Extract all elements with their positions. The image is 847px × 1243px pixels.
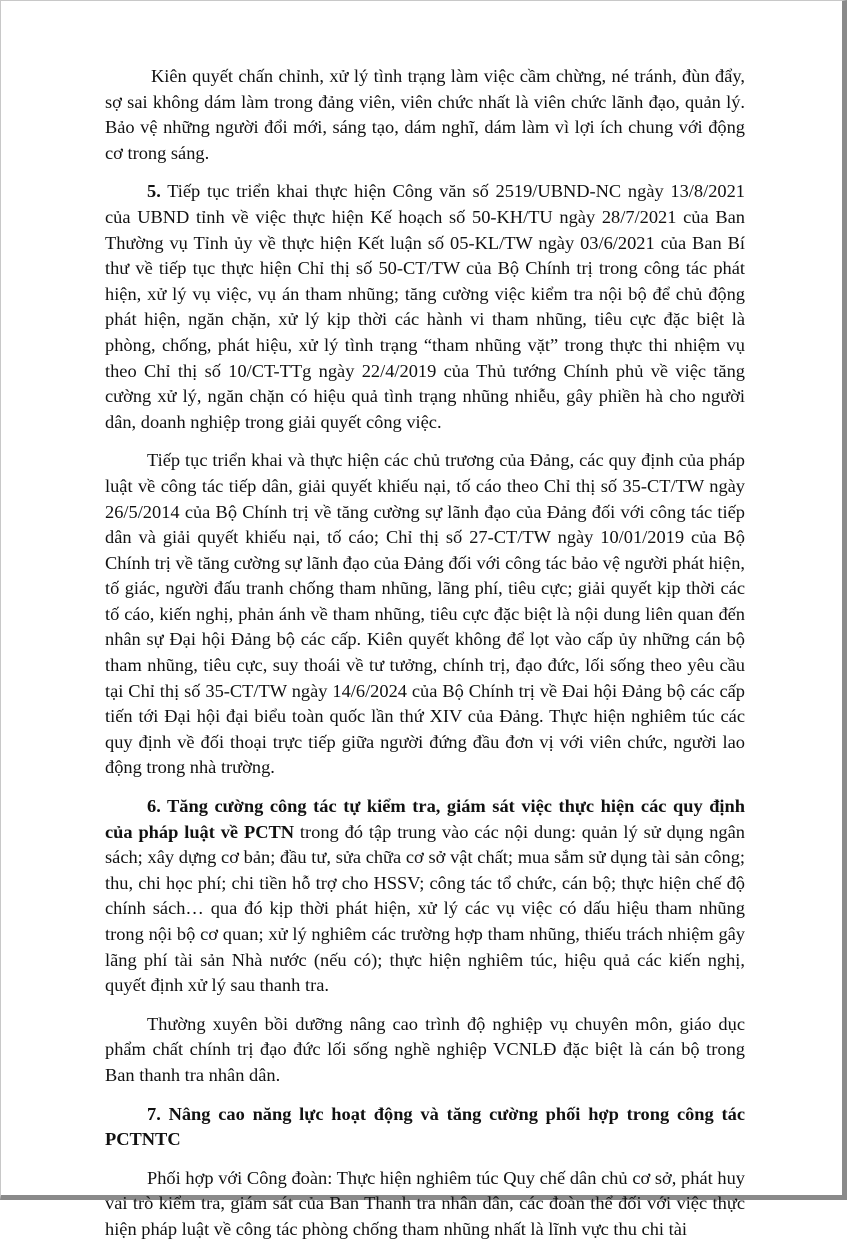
paragraph-item-6 xyxy=(105,794,745,999)
paragraph-3-text: Tiếp tục triển khai và thực hiện các chủ trương của Đảng, các quy định của pháp luật về công tác tiếp dân, giải quyết khiếu nại, tố cáo theo Chỉ thị số 35-CT/TW ngày 26/5/2014 của Bộ Chính trị về tăng cường sự lãnh đạo của Đảng đối với công tác tiếp dân và giải quyết khiếu nại, tố cáo; Chỉ thị số 27-CT/TW ngày 10/01/2019 của Bộ Chính trị về tăng cường sự lãnh đạo của Đảng đối với công tác bảo vệ người phát hiện, tố giác, người đấu tranh chống tham nhũng, lãng phí, tiêu cực; giải quyết kịp thời các tố cáo, kiến nghị, phản ánh về tham nhũng, tiêu cực đặc biệt là nội dung liên quan đến nhân sự Đại hội Đảng bộ các cấp. Kiên quyết không để lọt vào cấp ủy những cán bộ tham nhũng, tiêu cực, suy thoái về tư tưởng, chính trị, đạo đức, lối sống theo yêu cầu tại Chỉ thị số 35-CT/TW ngày 14/6/2024 của Bộ Chính trị về Đai hội Đảng bộ các cấp tiến tới Đại hội đại biểu toàn quốc lần thứ XIV của Đảng. Thực hiện nghiêm túc các quy định về đối thoại trực tiếp giữa người đứng đầu đơn vị với viên chức, người lao động trong nhà trường. xyxy=(105,450,745,778)
paragraph-1 xyxy=(105,64,745,166)
section-heading-7 xyxy=(105,1102,745,1153)
paragraph-5 xyxy=(105,1012,745,1089)
section-heading-7-text: 7. Nâng cao năng lực hoạt động và tăng cường phối hợp trong công tác PCTNTC xyxy=(105,1103,745,1150)
paragraph-item-5 xyxy=(105,179,745,435)
item-5-text: Tiếp tục triển khai thực hiện Công văn số 2519/UBND-NC ngày 13/8/2021 của UBND tỉnh về việc thực hiện Kế hoạch số 50-KH/TU ngày 28/7/2021 của Ban Thường vụ Tỉnh ủy về thực hiện Kết luận số 05-KL/TW ngày 03/6/2021 của Ban Bí thư về tiếp tục thực hiện Chỉ thị số 50-CT/TW của Bộ Chính trị trong công tác phát hiện, xử lý vụ việc, vụ án tham nhũng; tăng cường việc kiểm tra nội bộ để chủ động phát hiện, ngăn chặn, xử lý kịp thời các hành vi tham nhũng, tiêu cực đặc biệt là phòng, chống, phát hiệu, xử lý tình trạng “tham nhũng vặt” trong thực thi nhiệm vụ theo Chỉ thị số 10/CT-TTg ngày 22/4/2019 của Thủ tướng Chính phủ về việc tăng cường xử lý, ngăn chặn có hiệu quả tình trạng nhũng nhiễu, gây phiền hà cho người dân, doanh nghiệp trong giải quyết công việc. xyxy=(105,181,745,432)
item-6-text: trong đó tập trung vào các nội dung: quản lý sử dụng ngân sách; xây dựng cơ bản; đầu tư, sửa chữa cơ sở vật chất; mua sắm sử dụng tài sản công; thu, chi học phí; chi tiền hỗ trợ cho HSSV; công tác tổ chức, cán bộ; thực hiện chế độ chính sách… qua đó kịp thời phát hiện, xử lý các vụ việc có dấu hiệu tham nhũng trong nội bộ cơ quan; xử lý nghiêm các trường hợp tham nhũng, thiếu trách nhiệm gây lãng phí tài sản Nhà nước (nếu có); thực hiện nghiêm túc, hiệu quả các kiến nghị, quyết định xử lý sau thanh tra. xyxy=(105,821,745,996)
paragraph-7-text: Phối hợp với Công đoàn: Thực hiện nghiêm túc Quy chế dân chủ cơ sở, phát huy vai trò kiểm tra, giám sát của Ban Thanh tra nhân dân, các đoàn thể đối với việc thực hiện pháp luật về công tác phòng chống tham nhũng nhất là lĩnh vực thu chi tài xyxy=(105,1167,745,1239)
item-5-number: 5. xyxy=(147,181,161,202)
paragraph-3 xyxy=(105,448,745,781)
paragraph-1-text: Kiên quyết chấn chỉnh, xử lý tình trạng làm việc cầm chừng, né tránh, đùn đẩy, sợ sai không dám làm trong đảng viên, viên chức nhất là viên chức lãnh đạo, quản lý. Bảo vệ những người đổi mới, sáng tạo, dám nghĩ, dám làm vì lợi ích chung với động cơ trong sáng. xyxy=(105,66,745,163)
item-6-bold-title: . Tăng cường công tác tự kiểm tra, giám sát việc thực hiện các quy định của pháp luật về PCTN xyxy=(105,796,745,842)
item-6-number: 6 xyxy=(147,796,157,817)
page-content xyxy=(105,64,745,1243)
paragraph-7 xyxy=(105,1166,745,1243)
paragraph-5-text: Thường xuyên bồi dưỡng nâng cao trình độ nghiệp vụ chuyên môn, giáo dục phẩm chất chính trị đạo đức lối sống nghề nghiệp VCNLĐ đặc biệt là cán bộ trong Ban thanh tra nhân dân. xyxy=(105,1013,745,1085)
